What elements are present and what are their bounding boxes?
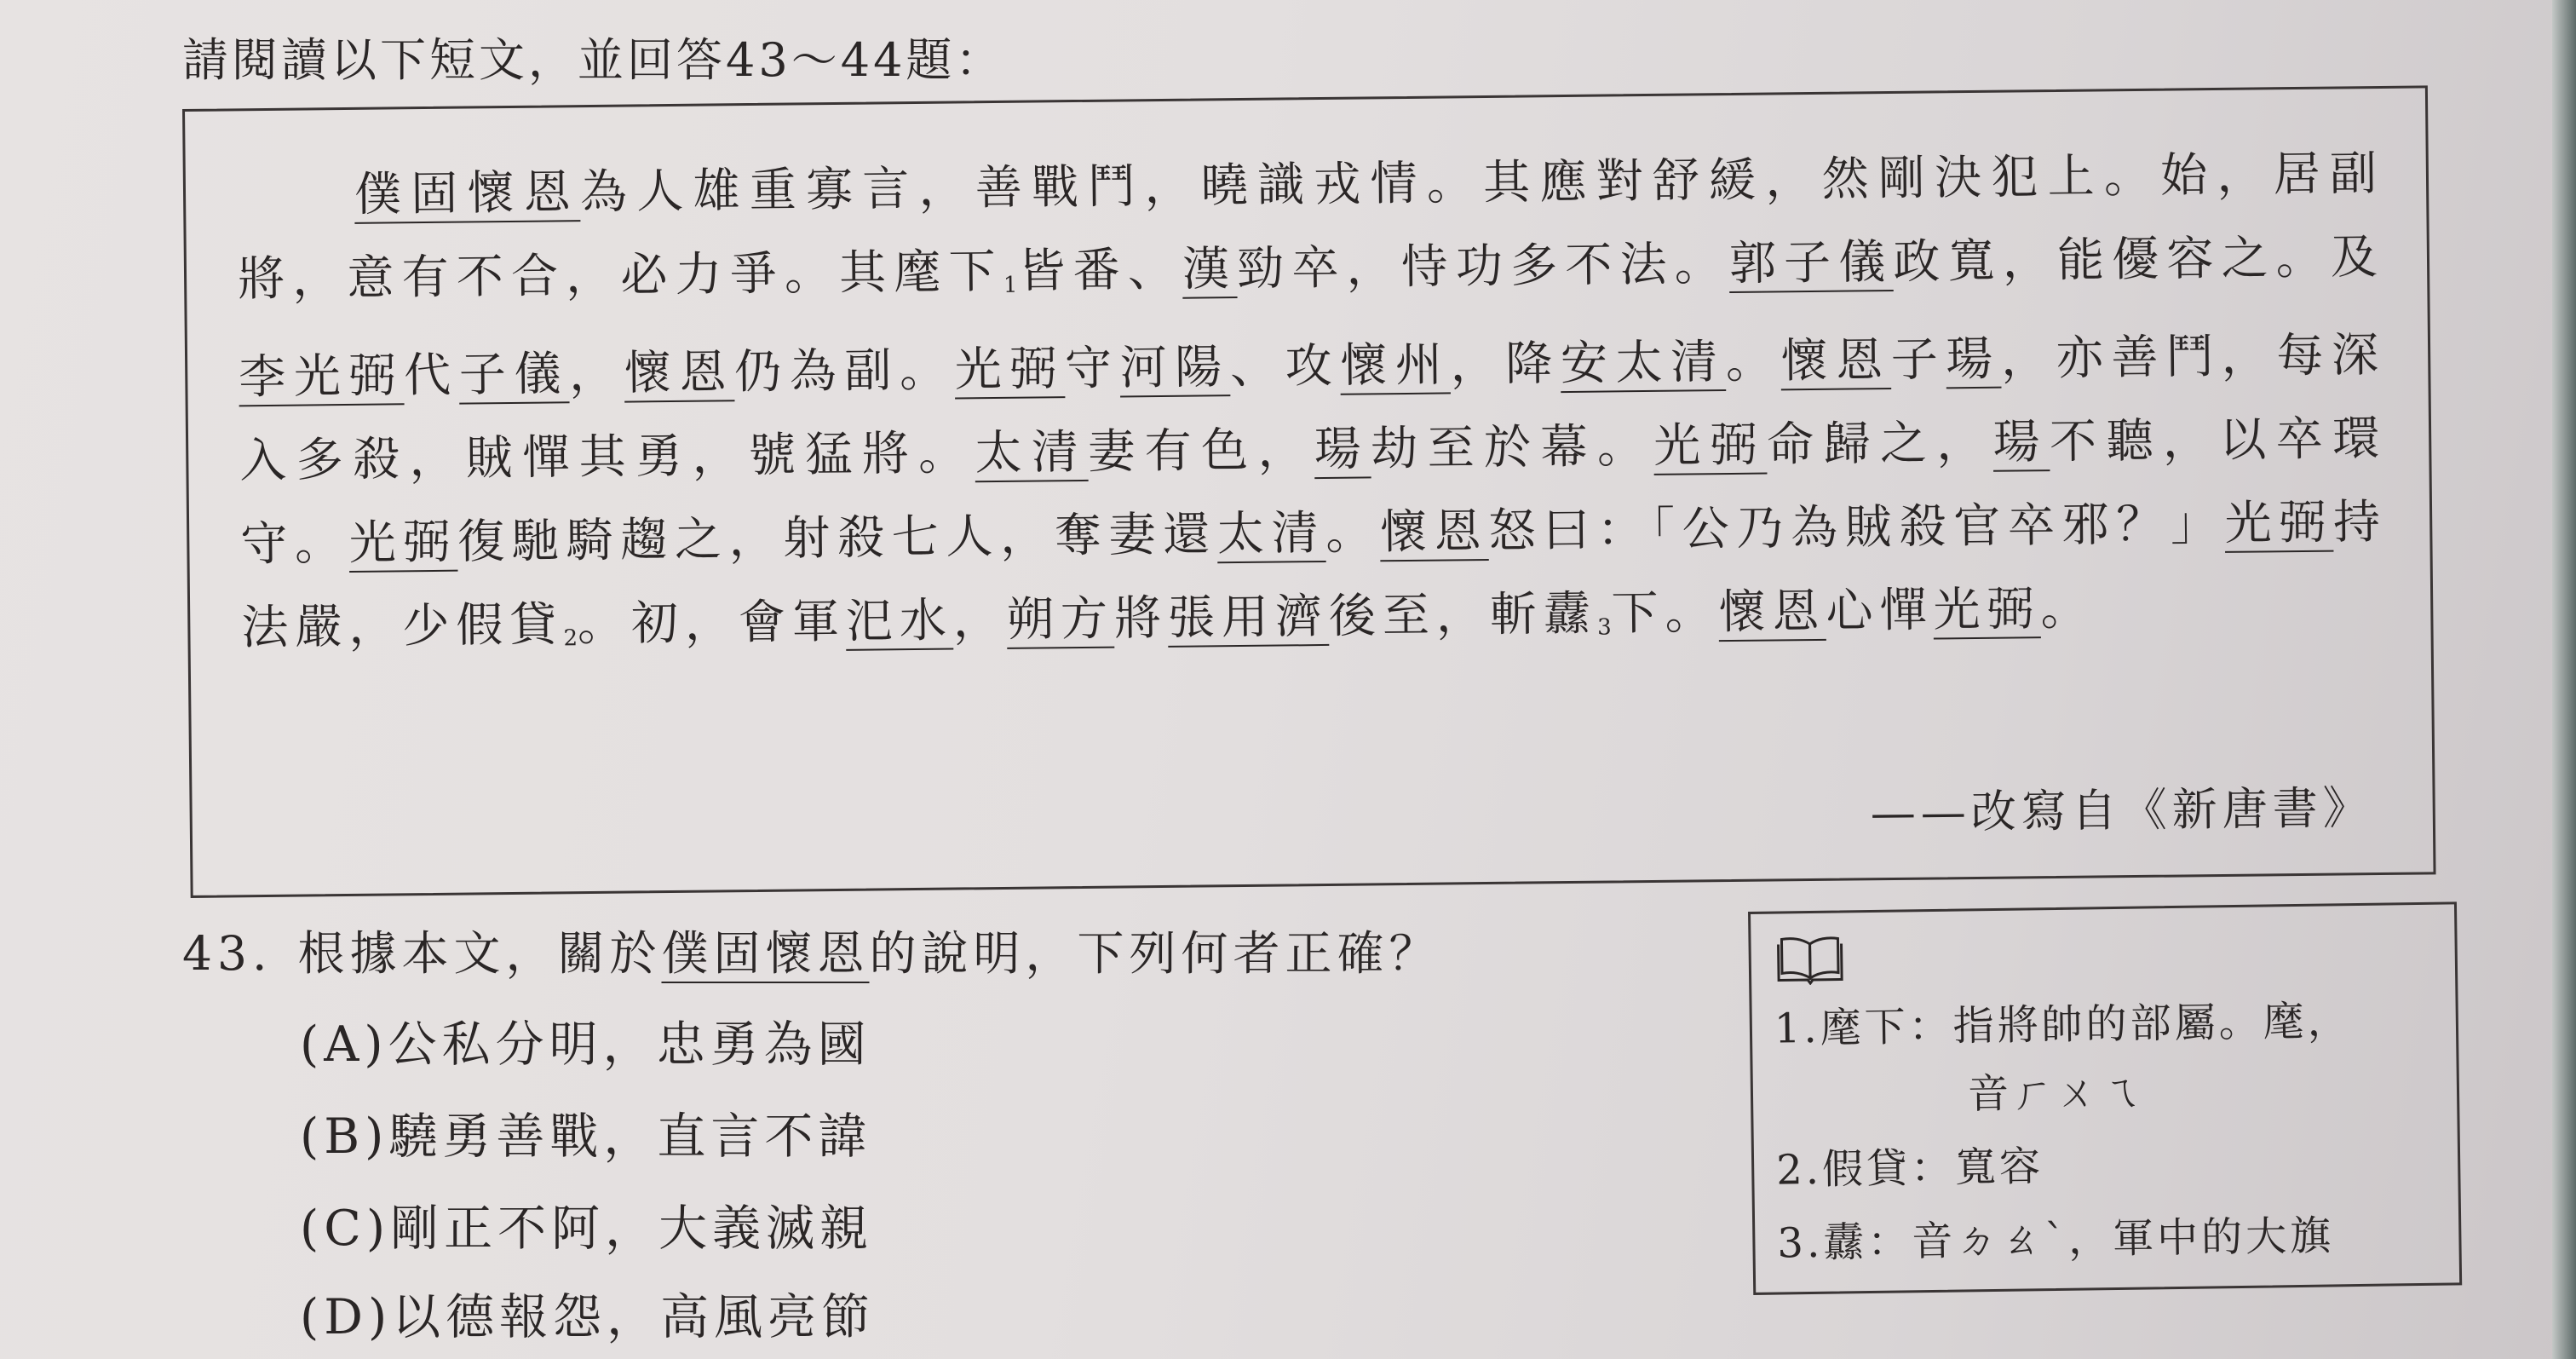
passage-segment: 政寬，能優容之。及 xyxy=(1893,228,2385,289)
name-underline: 光弼 xyxy=(1653,417,1768,473)
passage-segment: 勁卒，恃功多不法。 xyxy=(1236,235,1730,297)
name-underline: 張用濟 xyxy=(1167,588,1330,645)
name-underline: 光弼 xyxy=(954,341,1066,397)
place-underline: 朔方 xyxy=(1006,590,1115,647)
passage-segment: 命歸之， xyxy=(1766,414,1994,472)
passage-segment: 下。 xyxy=(1611,584,1719,641)
passage-segment: 、攻 xyxy=(1229,337,1341,394)
passage-segment: 劫至於幕。 xyxy=(1370,417,1654,476)
passage-segment: 。 xyxy=(1725,333,1781,389)
question-43 xyxy=(182,916,1441,983)
passage-source: ——改寫自《新唐書》 xyxy=(1870,782,2374,840)
question-text: 根據本文，關於 xyxy=(297,926,662,981)
option-c: (C)剛正不阿，大義滅親 xyxy=(300,1201,874,1257)
passage-segment: 為人雄重寡言，善戰鬥，曉識戎情。其應對舒緩，然剛決犯上。始，居副將，意有不合，必力爭。其麾下 xyxy=(237,145,2384,307)
passage-segment: 。 xyxy=(2040,580,2095,636)
passage-segment: 。初，會軍 xyxy=(577,593,847,652)
name-underline: 懷恩 xyxy=(624,344,735,400)
name-underline: 光弼 xyxy=(348,514,458,570)
name-underline: 光弼 xyxy=(1933,581,2041,637)
passage-segment: 代 xyxy=(403,347,460,403)
passage-segment: 將 xyxy=(1113,590,1169,646)
name-underline: 僕固懷恩 xyxy=(354,164,581,222)
name-underline: 懷恩 xyxy=(1379,503,1489,560)
name-underline: 子儀 xyxy=(458,346,570,402)
footnotes-box xyxy=(1748,901,2462,1295)
passage-segment: ， xyxy=(952,591,1008,648)
place-underline: 河陽 xyxy=(1119,339,1231,395)
name-underline: 李光弼 xyxy=(238,348,405,405)
footnote-1: 1.麾下：指將帥的部屬。麾， xyxy=(1774,997,2353,1053)
passage-box xyxy=(182,85,2436,898)
place-underline: 汜水 xyxy=(845,592,954,648)
name-underline: 光弼 xyxy=(2224,494,2334,550)
place-underline: 懷州 xyxy=(1339,337,1451,393)
name-underline: 瑒 xyxy=(1314,421,1371,477)
book-icon xyxy=(1773,933,1847,985)
option-d: (D)以德報怨，高風亮節 xyxy=(300,1289,876,1345)
footnote-marker: 3 xyxy=(1596,614,1612,641)
page-edge xyxy=(2552,0,2576,1359)
footnote-2: 2.假貸：寬容 xyxy=(1775,1143,2044,1195)
passage-segment: 守 xyxy=(1064,340,1121,396)
passage-segment: 仍為副。 xyxy=(733,342,956,400)
passage-segment: ，亦善鬥，每深入多殺，賊憚其勇，號猛將。 xyxy=(239,326,2386,488)
name-underline: 漢 xyxy=(1182,241,1238,297)
question-subject: 僕固懷恩 xyxy=(661,926,870,981)
passage-segment: 。 xyxy=(1325,504,1381,560)
passage-text xyxy=(237,131,2389,683)
passage-segment: 心憚 xyxy=(1826,582,1934,638)
option-a: (A)公私分明，忠勇為國 xyxy=(300,1016,871,1073)
passage-segment: 子 xyxy=(1890,331,1946,388)
name-underline: 郭子儀 xyxy=(1728,233,1894,291)
passage-segment: ，降 xyxy=(1450,336,1561,392)
passage-segment: ， xyxy=(568,345,625,401)
footnote-3: 3.纛：音ㄉㄠˋ，軍中的大旗 xyxy=(1777,1212,2335,1268)
name-underline: 太清 xyxy=(1216,504,1326,561)
name-underline: 瑒 xyxy=(1946,331,2002,387)
passage-segment: 皆番、 xyxy=(1016,241,1183,298)
question-number: 43. xyxy=(182,926,273,981)
passage-segment: 妻有色， xyxy=(1087,422,1315,479)
name-underline: 安太清 xyxy=(1560,334,1727,391)
name-underline: 懷恩 xyxy=(1780,332,1892,389)
reading-instruction: 請閱讀以下短文，並回答43～44題： xyxy=(182,33,1005,87)
name-underline: 太清 xyxy=(975,423,1089,481)
name-underline: 懷恩 xyxy=(1718,583,1826,640)
passage-segment: 後至，斬纛 xyxy=(1328,585,1598,643)
passage-segment: 持法嚴，少假貸 xyxy=(241,493,2388,655)
name-underline: 瑒 xyxy=(1992,414,2050,469)
passage-segment: 不聽，以卒環守。 xyxy=(240,410,2387,572)
footnote-marker: 1 xyxy=(1003,272,1018,298)
passage-segment: 怒曰：「公乃為賊殺官卒邪？」 xyxy=(1488,495,2226,558)
passage-segment: 復馳騎趨之，射殺七人，奪妻還 xyxy=(457,506,1218,569)
footnote-1-pronunciation: 音ㄏㄨㄟ xyxy=(1967,1068,2146,1119)
footnote-marker: 2 xyxy=(563,625,578,652)
option-b: (B)驍勇善戰，直言不諱 xyxy=(300,1109,872,1165)
question-text: 的說明，下列何者正確？ xyxy=(869,926,1441,981)
